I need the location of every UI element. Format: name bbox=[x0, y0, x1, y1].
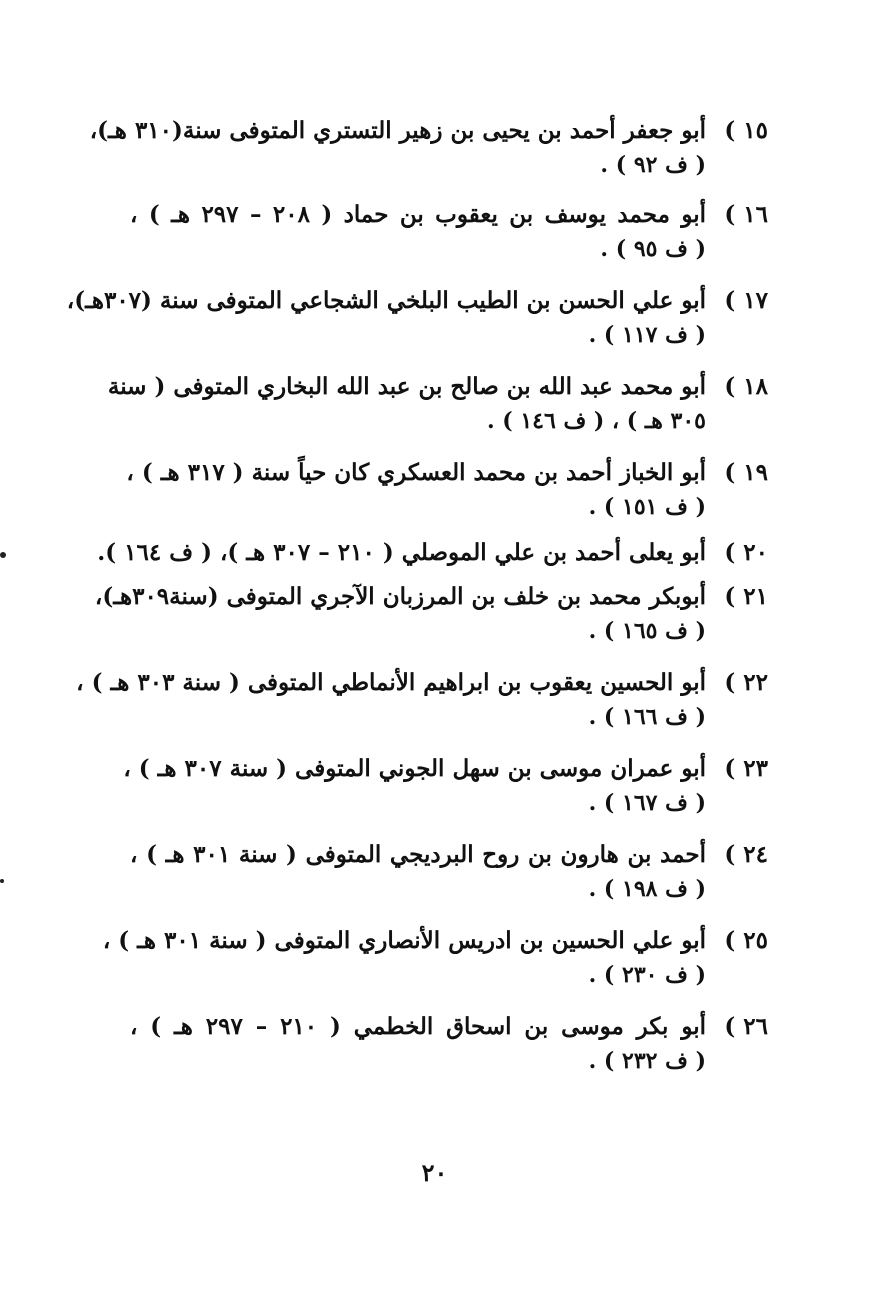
list-item bbox=[126, 454, 768, 522]
entry-text: أبو الخباز أحمد بن محمد العسكري كان حياً سنة ( ٣١٧ هـ ) ، bbox=[126, 459, 706, 486]
entry-text: أبو عمران موسى بن سهل الجوني المتوفى ( سنة ٣٠٧ هـ ) ، bbox=[123, 755, 706, 782]
entry-number: ٢٠ ) bbox=[724, 539, 768, 566]
entry-reference: ( ف ٢٣٠ ) . bbox=[588, 962, 706, 988]
entry-number: ١٦ ) bbox=[724, 201, 768, 228]
list-item bbox=[102, 922, 768, 990]
scan-speck bbox=[0, 879, 4, 883]
entry-number: ٢٥ ) bbox=[724, 927, 768, 954]
entry-number: ٢١ ) bbox=[724, 583, 768, 610]
list-item bbox=[107, 368, 768, 436]
entry-text: أبو الحسين يعقوب بن ابراهيم الأنماطي المتوفى ( سنة ٣٠٣ هـ ) ، bbox=[76, 669, 706, 696]
list-item bbox=[66, 282, 768, 350]
entry-text: أبو جعفر أحمد بن يحيى بن زهير التستري المتوفى سنة(٣١٠ هـ)، bbox=[89, 117, 706, 144]
entry-number: ٢٣ ) bbox=[724, 755, 768, 782]
entry-list bbox=[66, 112, 768, 1076]
entry-number: ٢٦ ) bbox=[724, 1013, 768, 1040]
entry-text: أحمد بن هارون بن روح البرديجي المتوفى ( سنة ٣٠١ هـ ) ، bbox=[130, 841, 706, 868]
entry-text: أبو علي الحسن بن الطيب البلخي الشجاعي المتوفى سنة (٣٠٧هـ)، bbox=[66, 287, 706, 314]
list-item bbox=[97, 534, 768, 572]
entry-text: أبو بكر موسى بن اسحاق الخطمي ( ٢١٠ – ٢٩٧ هـ ) ، bbox=[130, 1013, 706, 1040]
list-item bbox=[76, 664, 768, 732]
entry-text: أبوبكر محمد بن خلف بن المرزبان الآجري المتوفى (سنة٣٠٩هـ)، bbox=[94, 583, 706, 610]
list-item bbox=[130, 836, 768, 904]
entry-reference: ٣٠٥ هـ ) ، ( ف ١٤٦ ) . bbox=[486, 408, 706, 434]
scan-speck bbox=[0, 552, 6, 558]
entry-number: ٢٤ ) bbox=[724, 841, 768, 868]
entry-number: ١٧ ) bbox=[724, 287, 768, 314]
entry-reference: ( ف ٩٥ ) . bbox=[600, 236, 706, 262]
entry-text: أبو محمد عبد الله بن صالح بن عبد الله البخاري المتوفى ( سنة bbox=[107, 373, 706, 400]
page-number: ٢٠ bbox=[421, 1158, 448, 1187]
list-item bbox=[130, 1008, 768, 1076]
entry-reference: ( ف ٩٢ ) . bbox=[600, 152, 706, 178]
entry-reference: ( ف ١٦٦ ) . bbox=[588, 704, 706, 730]
entry-reference: ( ف ١١٧ ) . bbox=[588, 322, 706, 348]
list-item bbox=[89, 112, 768, 180]
entry-number: ٢٢ ) bbox=[724, 669, 768, 696]
entry-text: أبو يعلى أحمد بن علي الموصلي ( ٢١٠ – ٣٠٧ هـ )، ( ف ١٦٤ ). bbox=[97, 539, 706, 566]
entry-reference: ( ف ١٩٨ ) . bbox=[588, 876, 706, 902]
entry-number: ١٥ ) bbox=[724, 117, 768, 144]
list-item bbox=[94, 578, 768, 646]
entry-reference: ( ف ١٦٥ ) . bbox=[588, 618, 706, 644]
entry-reference: ( ف ١٦٧ ) . bbox=[588, 790, 706, 816]
entry-reference: ( ف ١٥١ ) . bbox=[588, 494, 706, 520]
entry-reference: ( ف ٢٣٢ ) . bbox=[588, 1048, 706, 1074]
entry-number: ١٨ ) bbox=[724, 373, 768, 400]
entry-text: أبو علي الحسين بن ادريس الأنصاري المتوفى ( سنة ٣٠١ هـ ) ، bbox=[102, 927, 706, 954]
list-item bbox=[130, 196, 768, 264]
entry-text: أبو محمد يوسف بن يعقوب بن حماد ( ٢٠٨ – ٢٩٧ هـ ) ، bbox=[130, 201, 707, 228]
list-item bbox=[123, 750, 768, 818]
entry-number: ١٩ ) bbox=[724, 459, 768, 486]
